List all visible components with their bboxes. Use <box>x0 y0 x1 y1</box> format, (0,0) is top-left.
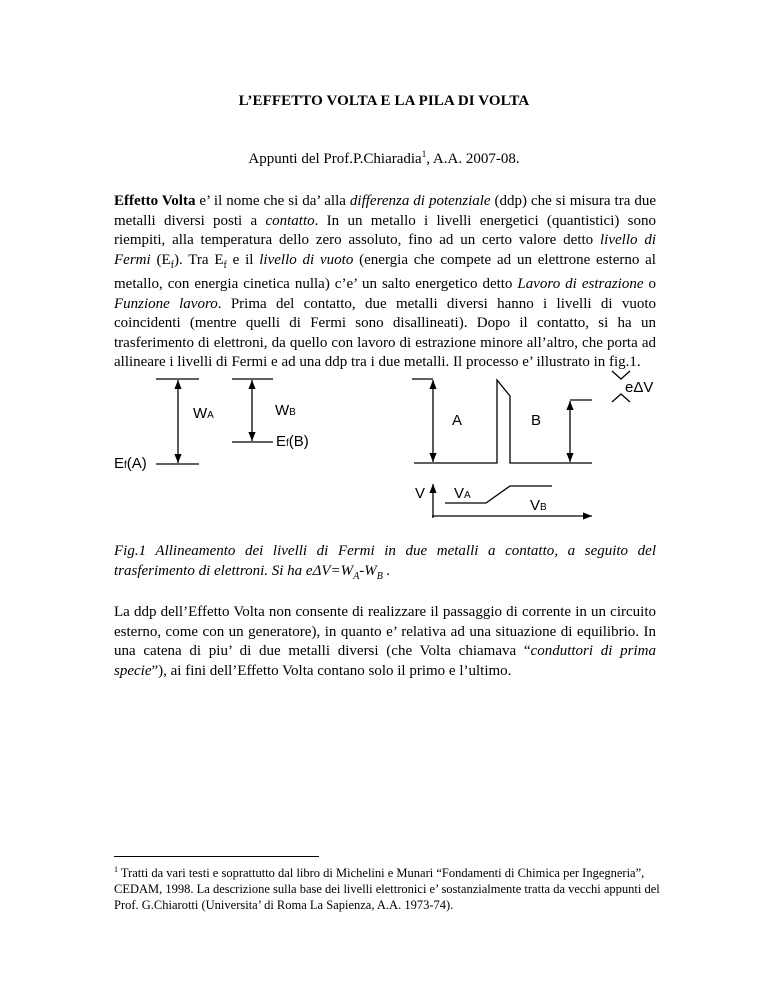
figure-caption <box>114 542 656 586</box>
subscript: A <box>353 570 360 582</box>
potential-v-label: V <box>415 485 426 502</box>
term-ddp: differenza di potenziale <box>349 193 491 209</box>
wa-label: WA <box>193 405 214 422</box>
term-effetto-volta: Effetto Volta <box>114 193 196 209</box>
paragraph-ddp <box>114 603 656 681</box>
text-run: (E <box>150 251 171 268</box>
metal-a-label: A <box>452 412 463 429</box>
caption-text: . <box>382 562 391 579</box>
wb-label: WB <box>275 402 296 419</box>
term-livello-vuoto: livello di vuoto <box>259 251 354 268</box>
text-run: e’ il nome che si da’ alla <box>195 193 350 209</box>
footnote-reference: 1 <box>421 149 427 159</box>
edv-upper-marker <box>612 371 630 379</box>
ef-a-label: Ef(A) <box>114 455 147 472</box>
caption-text: Fig.1 Allineamento dei livelli di Fermi in due metalli a contatto, a seguito del trasferimento di elettroni. Si ha eΔV=W <box>114 543 656 579</box>
footnote-text: Tratti da vari testi e soprattutto dal libro di Michelini e Munari “Fondamenti di Chimica per Ingegneria”, CEDAM, 1998. La descrizione sulla base dei livelli elettronici e’ sostanzialmente tratta da vecchi appunti del Prof. G.Chiarotti (Universita’ di Roma La Sapienza, A.A. 1973-74). <box>114 866 660 913</box>
author-suffix: , A.A. 2007-08. <box>426 151 520 167</box>
term-livello-fermi: livello di Fermi <box>114 232 656 268</box>
text-run: (energia che compete ad un elettrone esterno al metallo, con energia cinetica nulla) c’e’ un salto energetico detto <box>114 251 656 292</box>
footnote-divider <box>114 856 319 857</box>
term-contatto: contatto <box>265 212 315 229</box>
subscript: f <box>223 259 227 271</box>
va-label: VA <box>454 485 471 502</box>
footnote <box>114 862 674 913</box>
author-text: Appunti del Prof.P.Chiaradia <box>248 151 422 167</box>
term-conduttori: conduttori di prima specie <box>114 643 656 679</box>
caption-text: -W <box>359 562 377 579</box>
footnote-mark: 1 <box>114 865 118 874</box>
subscript: B <box>376 570 383 582</box>
edv-label: eΔV <box>625 379 654 396</box>
document-title: L’EFFETTO VOLTA E LA PILA DI VOLTA <box>238 93 530 109</box>
vb-label: VB <box>530 497 547 514</box>
text-run: ”), ai fini dell’Effetto Volta contano solo il primo e l’ultimo. <box>151 662 512 679</box>
contact-energy-profile <box>414 380 592 463</box>
text-run: . Prima del contatto, due metalli diversi hanno i livelli di vuoto coincidenti (mentre quelli di Fermi sono disallineati). Dopo il contatto, si ha un trasferimento di elettroni, da quello con lavoro di estrazione minore all’altro, che porta ad allineare i livelli di Fermi e ad una ddp tra i due metalli. Il processo e’ illustrato in fig.1. <box>114 295 656 370</box>
term-funzione-lavoro: Funzione lavoro <box>114 295 218 312</box>
subscript: f <box>170 259 174 271</box>
text-run: ). Tra E <box>173 251 224 268</box>
metal-b-label: B <box>531 412 542 429</box>
text-run: o <box>643 276 656 292</box>
text-run: La ddp dell’Effetto Volta non consente di realizzare il passaggio di corrente in un circuito esterno, come con un generatore), in quanto e’ relativa ad una situazione di equilibrio. In una catena di piu’ di due metalli diversi (che Volta chiamava “ <box>114 604 656 659</box>
ef-b-label: Ef(B) <box>276 433 309 450</box>
term-lavoro-estrazione: Lavoro di estrazione <box>517 276 644 292</box>
text-run: e il <box>226 251 260 268</box>
text-run: (ddp) che si misura tra due metalli diversi posti a <box>114 193 656 229</box>
text-run: . In un metallo i livelli energetici (quantistici) sono riempiti, alla temperatura dello zero assoluto, fino ad un certo valore detto <box>114 212 657 248</box>
